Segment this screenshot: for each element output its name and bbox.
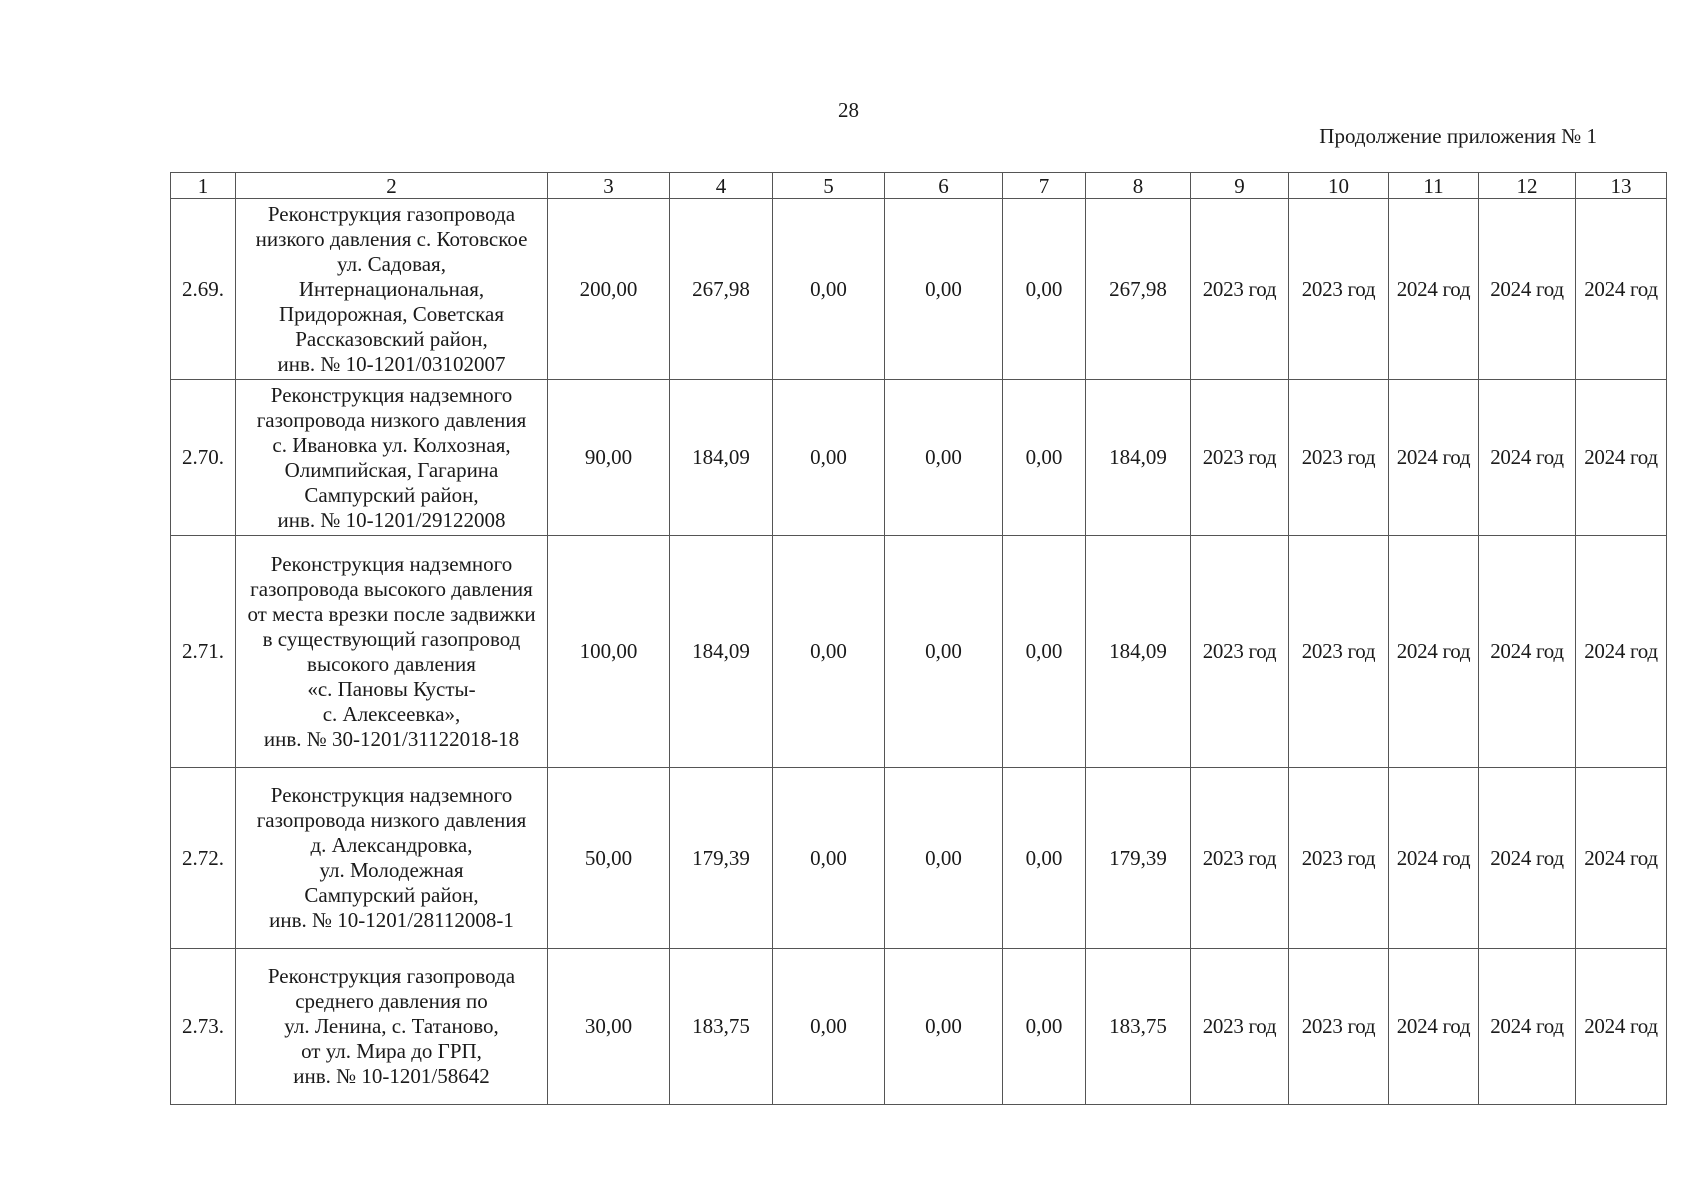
cell-col7: 0,00: [1003, 768, 1086, 949]
cell-col13: 2024 год: [1576, 949, 1667, 1105]
object-name-line: Реконструкция газопровода: [267, 964, 516, 988]
cell-col11: 2024 год: [1389, 768, 1479, 949]
cell-col8: 184,09: [1086, 380, 1191, 536]
cell-col10: 2023 год: [1289, 536, 1389, 768]
cell-col10: 2023 год: [1289, 199, 1389, 380]
cell-col9: 2023 год: [1191, 536, 1289, 768]
cell-col12: 2024 год: [1479, 949, 1576, 1105]
object-name-line: ул. Ленина, с. Татаново,: [284, 1014, 499, 1038]
object-name: [236, 380, 548, 536]
cell-col6: 0,00: [885, 949, 1003, 1105]
cell-col7: 0,00: [1003, 949, 1086, 1105]
cell-col12: 2024 год: [1479, 768, 1576, 949]
column-number: 8: [1086, 173, 1191, 199]
column-number: 5: [773, 173, 885, 199]
column-number: 6: [885, 173, 1003, 199]
object-name-line: Придорожная, Советская: [278, 301, 505, 326]
cell-col11: 2024 год: [1389, 536, 1479, 768]
cell-col8: 179,39: [1086, 768, 1191, 949]
object-name-line: Сампурский район,: [304, 883, 479, 907]
object-name-line: от ул. Мира до ГРП,: [301, 1039, 482, 1063]
object-name-line: газопровода низкого давления: [256, 407, 527, 432]
table-row: [171, 949, 1667, 1105]
object-name-line: ул. Садовая,: [337, 251, 446, 276]
object-name-line: Реконструкция газопровода: [267, 201, 516, 226]
object-name-line: «с. Пановы Кусты-: [307, 676, 476, 701]
row-number: 2.73.: [171, 949, 236, 1105]
cell-col5: 0,00: [773, 199, 885, 380]
object-name-line: ул. Молодежная: [319, 858, 464, 882]
object-name-line: Реконструкция надземного: [270, 783, 513, 807]
object-name-line: от места врезки после задвижки: [247, 601, 536, 626]
object-name-line: инв. № 10-1201/58642: [293, 1064, 490, 1088]
cell-col11: 2024 год: [1389, 199, 1479, 380]
cell-col13: 2024 год: [1576, 199, 1667, 380]
column-number: 13: [1576, 173, 1667, 199]
object-name: [236, 199, 548, 380]
cell-col6: 0,00: [885, 199, 1003, 380]
cell-col3: 100,00: [548, 536, 670, 768]
cell-col12: 2024 год: [1479, 536, 1576, 768]
cell-col4: 267,98: [670, 199, 773, 380]
row-number: 2.70.: [171, 380, 236, 536]
page-number: 28: [838, 98, 859, 122]
cell-col4: 184,09: [670, 536, 773, 768]
row-number: 2.69.: [171, 199, 236, 380]
cell-col9: 2023 год: [1191, 768, 1289, 949]
cell-col3: 30,00: [548, 949, 670, 1105]
cell-col3: 200,00: [548, 199, 670, 380]
cell-col4: 184,09: [670, 380, 773, 536]
object-name-line: среднего давления по: [295, 989, 488, 1013]
cell-col5: 0,00: [773, 949, 885, 1105]
column-number: 11: [1389, 173, 1479, 199]
cell-col8: 267,98: [1086, 199, 1191, 380]
cell-col10: 2023 год: [1289, 380, 1389, 536]
cell-col13: 2024 год: [1576, 536, 1667, 768]
cell-col7: 0,00: [1003, 199, 1086, 380]
table-row: [171, 380, 1667, 536]
cell-col6: 0,00: [885, 536, 1003, 768]
cell-col7: 0,00: [1003, 536, 1086, 768]
cell-col13: 2024 год: [1576, 380, 1667, 536]
object-name-line: Интернациональная,: [298, 276, 485, 301]
cell-col3: 90,00: [548, 380, 670, 536]
cell-col10: 2023 год: [1289, 949, 1389, 1105]
row-number: 2.72.: [171, 768, 236, 949]
column-number: 4: [670, 173, 773, 199]
object-name-line: инв. № 10-1201/29122008: [277, 507, 506, 532]
row-number: 2.71.: [171, 536, 236, 768]
cell-col5: 0,00: [773, 380, 885, 536]
column-number: 1: [171, 173, 236, 199]
cell-col11: 2024 год: [1389, 949, 1479, 1105]
cell-col3: 50,00: [548, 768, 670, 949]
cell-col9: 2023 год: [1191, 199, 1289, 380]
cell-col8: 184,09: [1086, 536, 1191, 768]
cell-col12: 2024 год: [1479, 380, 1576, 536]
table-row: [171, 536, 1667, 768]
object-name-line: с. Алексеевка»,: [322, 701, 461, 726]
object-name-line: в существующий газопровод: [262, 626, 521, 651]
cell-col9: 2023 год: [1191, 380, 1289, 536]
object-name-line: Олимпийская, Гагарина: [284, 457, 499, 482]
object-name-line: д. Александровка,: [310, 833, 473, 857]
object-name-line: Рассказовский район,: [295, 326, 488, 351]
cell-col11: 2024 год: [1389, 380, 1479, 536]
table-row: [171, 768, 1667, 949]
cell-col4: 179,39: [670, 768, 773, 949]
object-name-line: с. Ивановка ул. Колхозная,: [272, 432, 511, 457]
column-number: 3: [548, 173, 670, 199]
object-name-line: Реконструкция надземного: [270, 551, 513, 576]
object-name: [236, 949, 548, 1105]
cell-col6: 0,00: [885, 380, 1003, 536]
column-number: 7: [1003, 173, 1086, 199]
cell-col6: 0,00: [885, 768, 1003, 949]
cell-col8: 183,75: [1086, 949, 1191, 1105]
object-name-line: инв. № 10-1201/03102007: [277, 351, 506, 376]
cell-col4: 183,75: [670, 949, 773, 1105]
cell-col12: 2024 год: [1479, 199, 1576, 380]
object-name-line: инв. № 10-1201/28112008-1: [269, 908, 514, 932]
column-number: 10: [1289, 173, 1389, 199]
cell-col5: 0,00: [773, 768, 885, 949]
object-name-line: низкого давления с. Котовское: [255, 226, 528, 251]
column-number: 2: [236, 173, 548, 199]
cell-col9: 2023 год: [1191, 949, 1289, 1105]
column-number: 9: [1191, 173, 1289, 199]
appendix-table: [170, 172, 1667, 1105]
cell-col7: 0,00: [1003, 380, 1086, 536]
cell-col10: 2023 год: [1289, 768, 1389, 949]
table-row: [171, 199, 1667, 380]
object-name: [236, 768, 548, 949]
cell-col5: 0,00: [773, 536, 885, 768]
object-name-line: Реконструкция надземного: [270, 382, 513, 407]
appendix-continuation-note: Продолжение приложения № 1: [1319, 124, 1597, 148]
object-name-line: высокого давления: [307, 651, 476, 676]
object-name-line: газопровода высокого давления: [250, 576, 533, 601]
cell-col13: 2024 год: [1576, 768, 1667, 949]
object-name: [236, 536, 548, 768]
column-number-row: [171, 173, 1667, 199]
object-name-line: инв. № 30-1201/31122018-18: [263, 726, 520, 751]
object-name-line: газопровода низкого давления: [256, 808, 527, 832]
column-number: 12: [1479, 173, 1576, 199]
object-name-line: Сампурский район,: [304, 482, 479, 507]
